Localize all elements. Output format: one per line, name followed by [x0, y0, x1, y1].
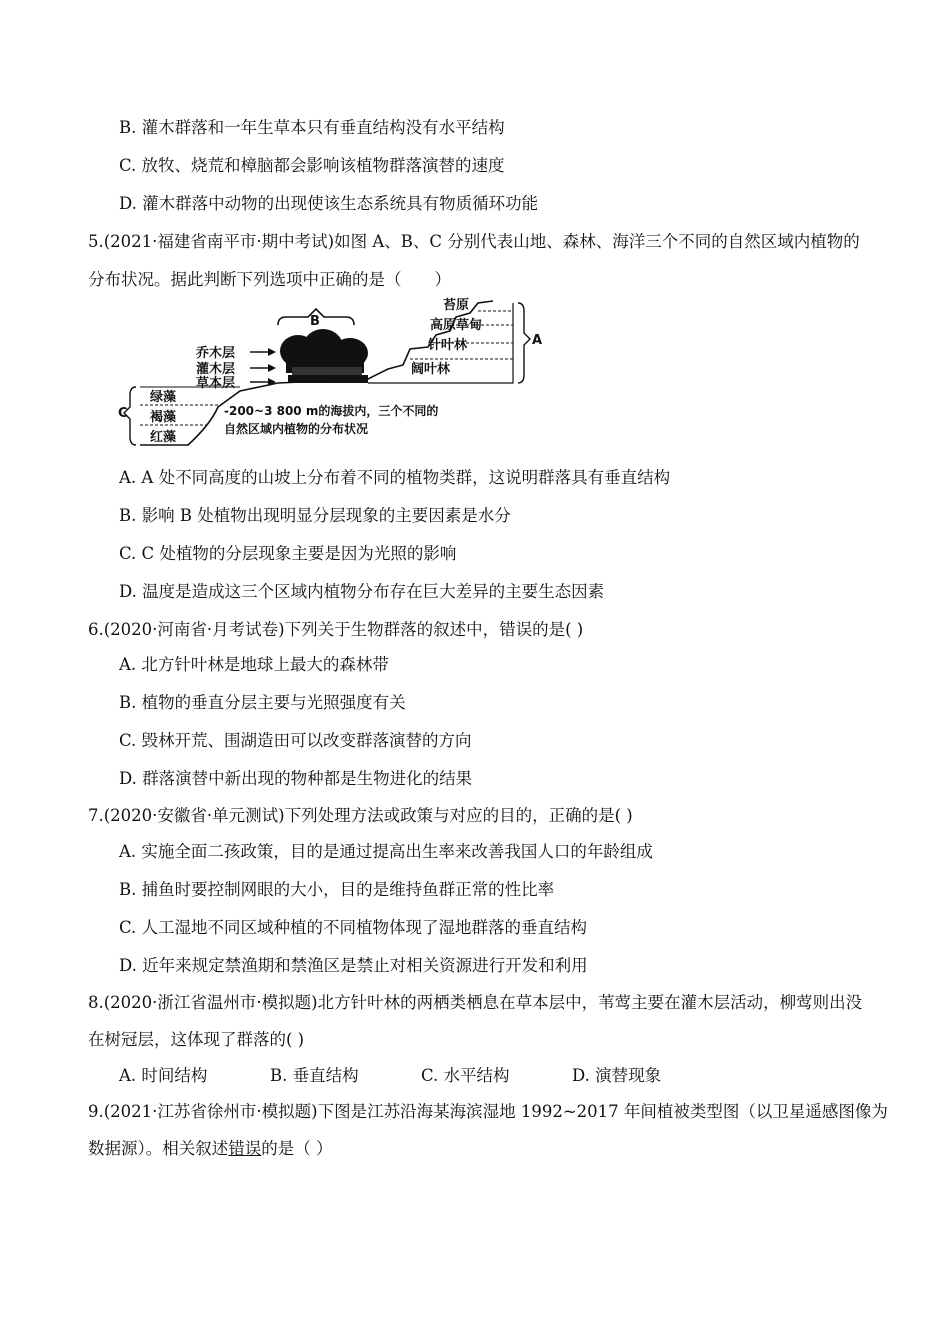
- q6-stem: 6.(2020·河南省·月考试卷)下列关于生物群落的叙述中，错误的是( ): [88, 620, 584, 639]
- label-tree-layer: 乔木层: [196, 346, 236, 361]
- q9-stem-post: 的是（ ）: [261, 1139, 333, 1158]
- tree-cluster: [280, 329, 368, 383]
- q5-option-c: C. C 处植物的分层现象主要是因为光照的影响: [119, 544, 457, 563]
- q5-option-b: B. 影响 B 处植物出现明显分层现象的主要因素是水分: [119, 506, 511, 525]
- label-plateau-grass: 高原草甸: [430, 318, 483, 333]
- q8-option-b: B. 垂直结构: [270, 1066, 359, 1085]
- q6-option-d: D. 群落演替中新出现的物种都是生物进化的结果: [119, 769, 473, 788]
- q4-option-d: D. 灌木群落中动物的出现使该生态系统具有物质循环功能: [119, 194, 539, 213]
- q9-stem-line1: 9.(2021·江苏省徐州市·模拟题)下图是江苏沿海某海滨湿地 1992~2017 年间植被类型图（以卫星遥感图像为: [88, 1102, 888, 1121]
- label-broadleaf: 阔叶林: [411, 362, 451, 377]
- q7-option-b: B. 捕鱼时要控制网眼的大小，目的是维持鱼群正常的性比率: [119, 880, 555, 899]
- q8-option-c: C. 水平结构: [421, 1066, 510, 1085]
- q8-option-d: D. 演替现象: [572, 1066, 662, 1085]
- label-herb-layer: 草本层: [196, 376, 236, 391]
- label-a: A: [532, 333, 543, 348]
- q7-option-d: D. 近年来规定禁渔期和禁渔区是禁止对相关资源进行开发和利用: [119, 956, 588, 975]
- q4-option-c: C. 放牧、烧荒和樟脑都会影响该植物群落演替的速度: [119, 156, 505, 175]
- q8-stem-line2: 在树冠层，这体现了群落的( ): [88, 1030, 305, 1049]
- label-conifer: 针叶林: [428, 338, 468, 353]
- q9-stem-line2: [88, 1139, 333, 1159]
- label-b: B: [310, 314, 320, 329]
- q8-stem-line1: 8.(2020·浙江省温州市·模拟题)北方针叶林的两栖类栖息在草本层中，苇莺主要在灌木层活动，柳莺则出没: [88, 993, 863, 1012]
- label-alpine-meadow: 苔原: [443, 298, 470, 313]
- q7-stem: 7.(2020·安徽省·单元测试)下列处理方法或政策与对应的目的，正确的是( ): [88, 806, 633, 825]
- q6-option-b: B. 植物的垂直分层主要与光照强度有关: [119, 693, 406, 712]
- q9-stem-underlined: 错误: [228, 1139, 262, 1158]
- label-c: C: [118, 406, 128, 421]
- q5-option-a: A. A 处不同高度的山坡上分布着不同的植物类群，这说明群落具有垂直结构: [119, 468, 671, 487]
- q8-option-a: A. 时间结构: [119, 1066, 208, 1085]
- q7-option-a: A. 实施全面二孩政策，目的是通过提高出生率来改善我国人口的年龄组成: [119, 842, 653, 861]
- q5-option-d: D. 温度是造成这三个区域内植物分布存在巨大差异的主要生态因素: [119, 582, 605, 601]
- q6-option-a: A. 北方针叶林是地球上最大的森林带: [119, 655, 389, 674]
- figure-caption-line2: 自然区域内植物的分布状况: [224, 422, 369, 436]
- q6-option-c: C. 毁林开荒、围湖造田可以改变群落演替的方向: [119, 731, 472, 750]
- q5-stem-line2: 分布状况。据此判断下列选项中正确的是（ ）: [88, 270, 451, 289]
- q5-stem-line1: 5.(2021·福建省南平市·期中考试)如图 A、B、C 分别代表山地、森林、海洋三个不同的自然区域内植物的: [88, 232, 860, 251]
- label-shrub-layer: 灌木层: [196, 362, 236, 377]
- label-green-algae: 绿藻: [150, 390, 177, 405]
- vegetation-distribution-figure: [118, 295, 548, 450]
- q9-stem-pre: 数据源）。相关叙述: [88, 1139, 229, 1158]
- q7-option-c: C. 人工湿地不同区域种植的不同植物体现了湿地群落的垂直结构: [119, 918, 588, 937]
- figure-caption-line1: -200~3 800 m的海拔内，三个不同的: [224, 404, 439, 418]
- q4-option-b: B. 灌木群落和一年生草本只有垂直结构没有水平结构: [119, 118, 505, 137]
- label-brown-algae: 褐藻: [150, 410, 177, 425]
- label-red-algae: 红藻: [150, 430, 177, 445]
